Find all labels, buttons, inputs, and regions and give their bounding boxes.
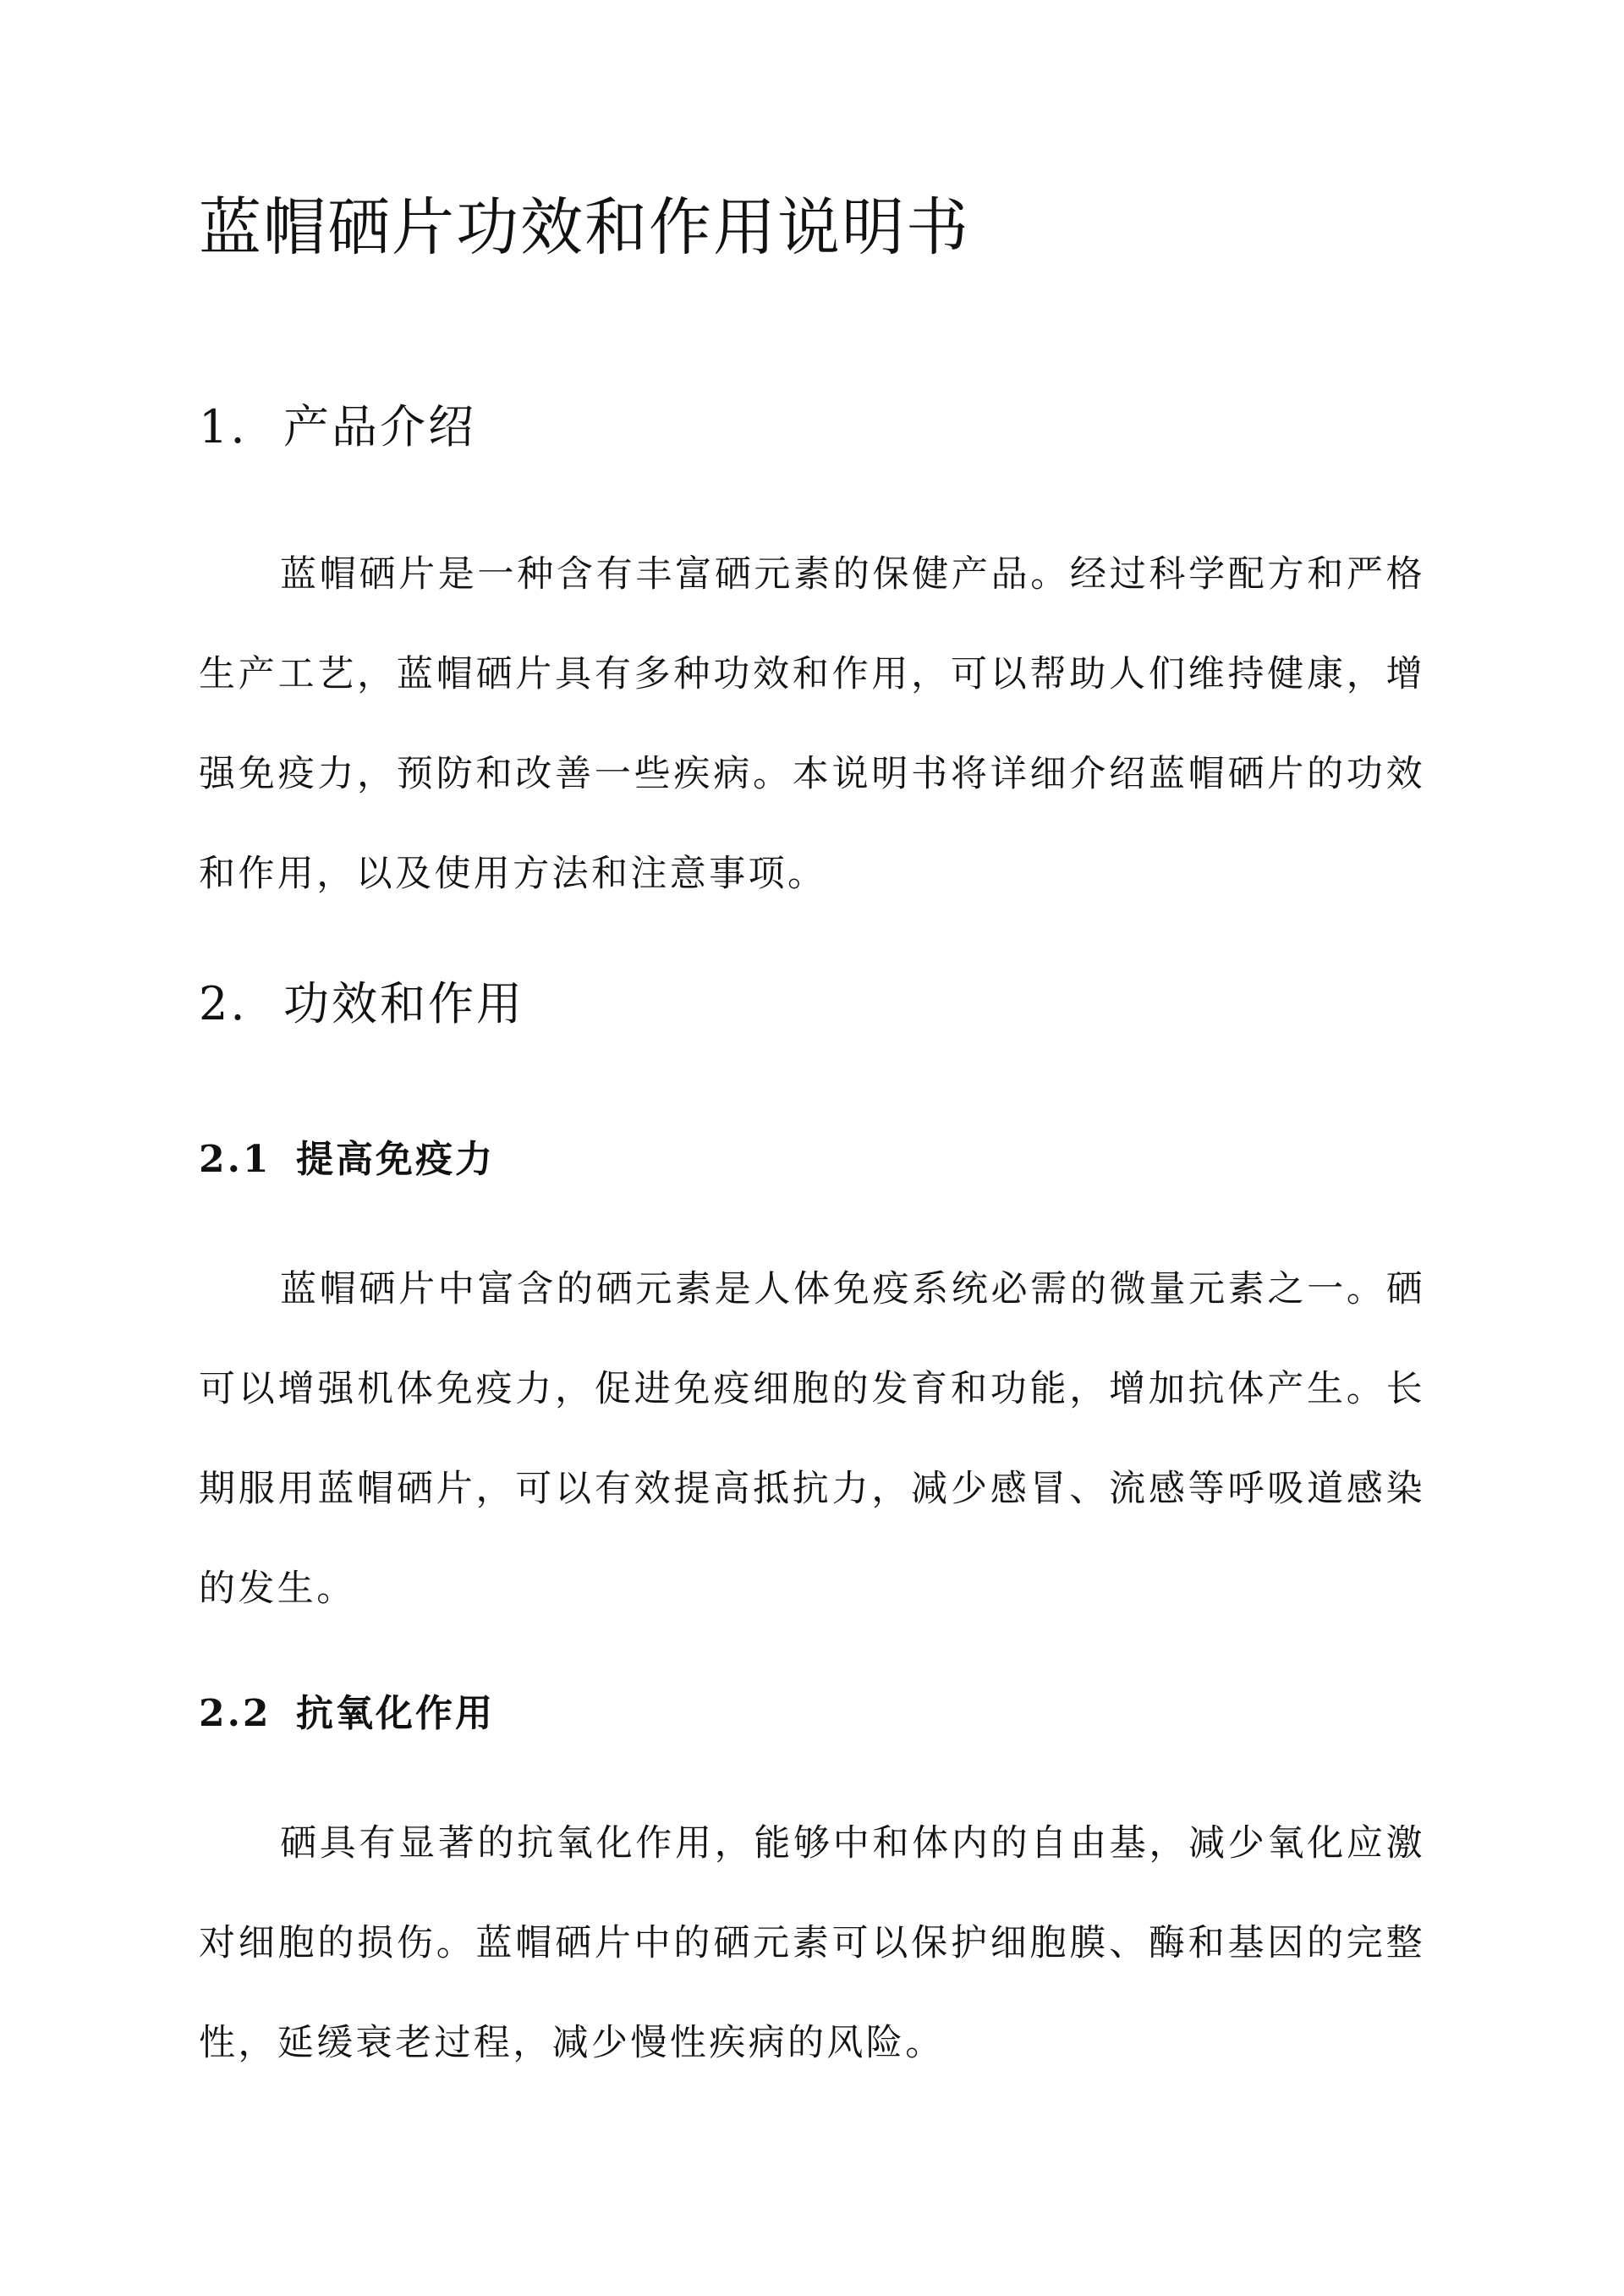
section-paragraph: 蓝帽硒片是一种含有丰富硒元素的保健产品。经过科学配方和严格生产工艺，蓝帽硒片具有多种功效和作用，可以帮助人们维持健康，增强免疫力，预防和改善一些疾病。本说明书将详细介绍蓝帽硒片的功效和作用，以及使用方法和注意事项。	[199, 553, 1425, 895]
subsection-heading	[199, 1692, 495, 1737]
subsection-paragraph: 硒具有显著的抗氧化作用，能够中和体内的自由基，减少氧化应激对细胞的损伤。蓝帽硒片中的硒元素可以保护细胞膜、酶和基因的完整性，延缓衰老过程，减少慢性疾病的风险。	[199, 1822, 1425, 2064]
section-number: 1.	[199, 400, 248, 453]
section-number: 2.	[199, 977, 248, 1030]
section-heading	[199, 400, 476, 455]
subsection-title: 抗氧化作用	[296, 1692, 495, 1735]
section-heading	[199, 977, 524, 1032]
subsection-heading	[199, 1138, 495, 1183]
subsection-number: 2.2	[199, 1692, 272, 1735]
section-title: 功效和作用	[283, 977, 524, 1030]
section-title: 产品介绍	[283, 400, 476, 453]
subsection-paragraph: 蓝帽硒片中富含的硒元素是人体免疫系统必需的微量元素之一。硒可以增强机体免疫力，促进免疫细胞的发育和功能，增加抗体产生。长期服用蓝帽硒片，可以有效提高抵抗力，减少感冒、流感等呼吸道感染的发生。	[199, 1268, 1425, 1610]
subsection-title: 提高免疫力	[296, 1138, 495, 1181]
document-title: 蓝帽硒片功效和作用说明书	[199, 191, 970, 264]
subsection-number: 2.1	[199, 1138, 272, 1181]
